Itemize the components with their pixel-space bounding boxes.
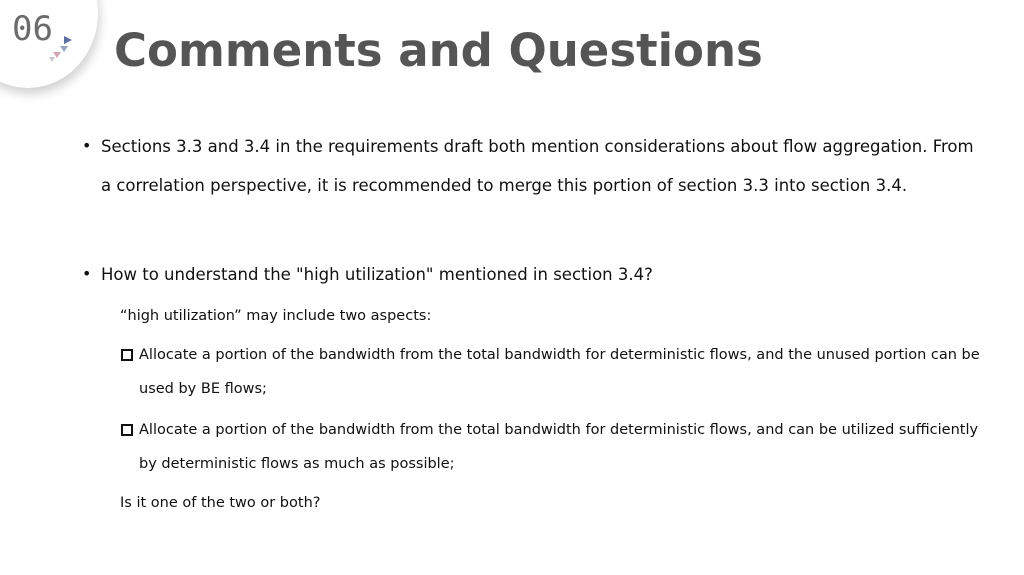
sub-intro-text: “high utilization” may include two aspects: <box>120 308 432 324</box>
square-bullet-icon <box>121 424 133 436</box>
square-bullet-icon <box>121 349 133 361</box>
bullet-item <box>82 255 982 294</box>
sub-list-item <box>121 346 981 406</box>
bullet-dot: • <box>82 136 92 155</box>
sub-list-text: Allocate a portion of the bandwidth from the total bandwidth for deterministic flows, and the unused portion can be used by BE flows; <box>139 347 980 397</box>
bullet-text: Sections 3.3 and 3.4 in the requirements draft both mention considerations about flow aggregation. From a correlation perspective, it is recommended to merge this portion of section 3.3 into section 3.4. <box>101 137 974 195</box>
slide-number: 06 <box>12 9 53 49</box>
sub-list-text: Allocate a portion of the bandwidth from the total bandwidth for deterministic flows, and can be utilized sufficiently by deterministic flows as much as possible; <box>139 422 979 472</box>
bullet-item <box>82 127 982 205</box>
bullet-text: How to understand the "high utilization" mentioned in section 3.4? <box>101 265 653 284</box>
bullet-dot: • <box>82 264 92 283</box>
sub-list-item <box>121 421 981 481</box>
slide-title: Comments and Questions <box>114 24 763 77</box>
sub-question-text: Is it one of the two or both? <box>120 495 321 511</box>
